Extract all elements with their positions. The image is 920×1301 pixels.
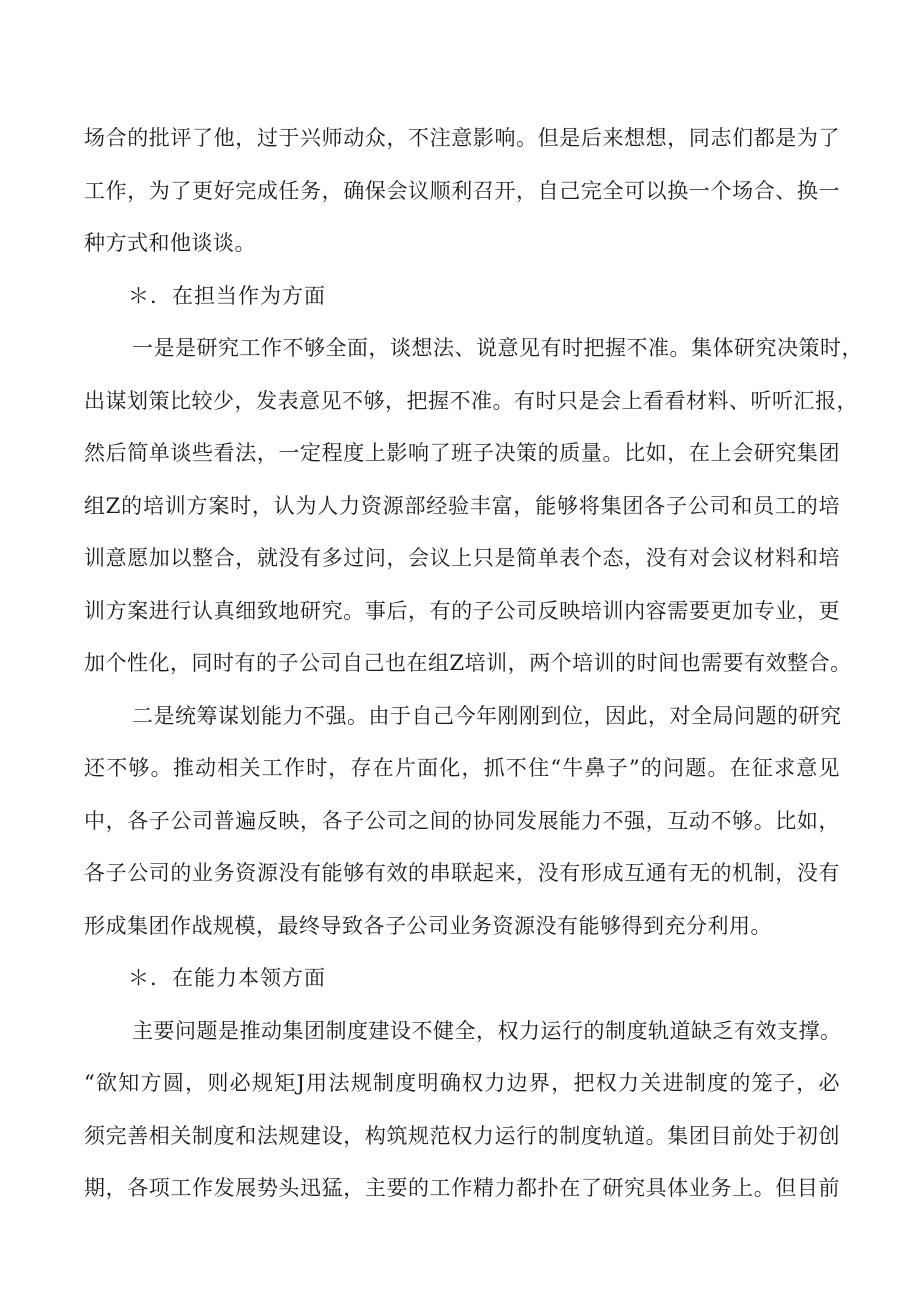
text-line: 种方式和他谈谈。 <box>84 231 256 255</box>
text-line: 加个性化，同时有的子公司自己也在组Z培训，两个培训的时间也需要有效整合。 <box>84 651 852 675</box>
text-line: 训方案进行认真细致地研究。事后，有的子公司反映培训内容需要更加专业，更 <box>84 599 840 623</box>
text-line: 训意愿加以整合，就没有多过问，会议上只是简单表个态，没有对会议材料和培 <box>84 546 840 570</box>
text-line: 一是是研究工作不够全面，谈想法、说意见有时把握不准。集体研究决策时， <box>132 336 863 360</box>
section-heading-capability: ＊．在能力本领方面 <box>128 966 326 990</box>
text-line: “欲知方圆，则必规矩J用法规制度明确权力边界，把权力关进制度的笼子，必 <box>84 1071 840 1095</box>
section-heading-responsibility: ＊．在担当作为方面 <box>128 284 326 308</box>
text-line: 主要问题是推动集团制度建设不健全，权力运行的制度轨道缺乏有效支撑。 <box>132 1019 842 1043</box>
text-line: 各子公司的业务资源没有能够有效的串联起来，没有形成互通有无的机制，没有 <box>84 861 840 885</box>
text-line: 须完善相关制度和法规建设，构筑规范权力运行的制度轨道。集团目前处于初创 <box>84 1124 840 1148</box>
text-line: 形成集团作战规模，最终导致各子公司业务资源没有能够得到充分利用。 <box>84 914 772 938</box>
text-line: 组Z的培训方案时，认为人力资源部经验丰富，能够将集团各子公司和员工的培 <box>84 494 840 518</box>
text-line: 期，各项工作发展势头迅猛，主要的工作精力都扑在了研究具体业务上。但目前 <box>84 1176 840 1200</box>
text-line: 二是统筹谋划能力不强。由于自己今年刚刚到位，因此，对全局问题的研究 <box>132 704 842 728</box>
text-line: 场合的批评了他，过于兴师动众，不注意影响。但是后来想想，同志们都是为了 <box>84 126 840 150</box>
text-line: 出谋划策比较少，发表意见不够，把握不准。有时只是会上看看材料、听听汇报， <box>84 389 858 413</box>
text-line: 工作，为了更好完成任务，确保会议顺利召开，自己完全可以换一个场合、换一 <box>84 179 840 203</box>
text-line: 还不够。推动相关工作时，存在片面化，抓不住“牛鼻子”的问题。在征求意见 <box>84 756 840 780</box>
text-line: 然后简单谈些看法，一定程度上影响了班子决策的质量。比如，在上会研究集团 <box>84 441 840 465</box>
text-line: 中，各子公司普遍反映，各子公司之间的协同发展能力不强，互动不够。比如， <box>84 809 840 833</box>
